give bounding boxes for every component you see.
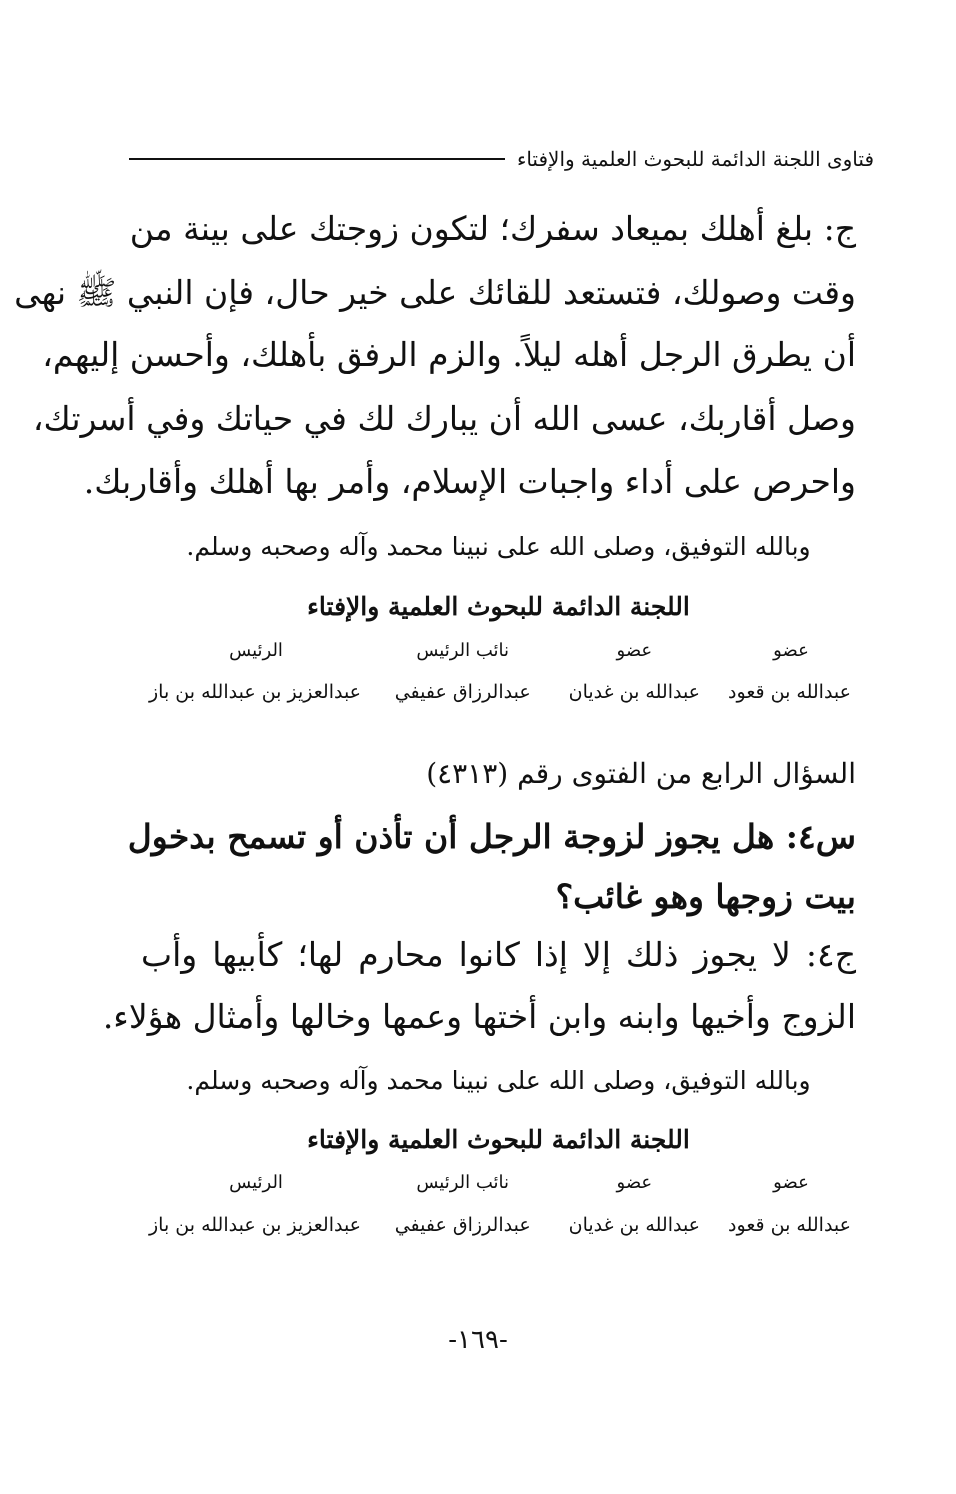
role-member-2: عضو bbox=[616, 1172, 653, 1193]
answer1-line-2: وقت وصولك، فتستعد للقائك على خير حال، فإن النبي ﷺ نهى bbox=[14, 273, 856, 312]
answer1-closing: وبالله التوفيق، وصلى الله على نبينا محمد وآله وصحبه وسلم. bbox=[186, 532, 811, 561]
running-header bbox=[129, 140, 874, 178]
role-member-2: عضو bbox=[616, 640, 653, 661]
question4-line-2: بيت زوجها وهو غائب؟ bbox=[555, 877, 856, 916]
signatory-name-3: عبدالرزاق عفيفي bbox=[394, 1214, 531, 1236]
answer4-line-1: ج٤: لا يجوز ذلك إلا إذا كانوا محارم لها؛ كأبيها وأب bbox=[141, 935, 856, 974]
signatory-name-4: عبدالعزيز بن عبدالله بن باز bbox=[148, 681, 362, 703]
signatory-name-2: عبدالله بن غديان bbox=[568, 681, 701, 703]
signatory-name-1: عبدالله بن قعود bbox=[728, 1214, 851, 1236]
question4-title: السؤال الرابع من الفتوى رقم (٤٣١٣) bbox=[426, 757, 856, 790]
signatory-name-2: عبدالله بن غديان bbox=[568, 1214, 701, 1236]
signatory-name-3: عبدالرزاق عفيفي bbox=[394, 681, 531, 703]
answer1-signature-names bbox=[148, 681, 851, 703]
answer4-line-2: الزوج وأخيها وابنه وابن أختها وعمها وخالها وأمثال هؤلاء. bbox=[102, 997, 856, 1036]
answer4-signature-names bbox=[148, 1214, 851, 1236]
answer1-line-4: وصل أقاربك، عسى الله أن يبارك لك في حياتك وفي أسرتك، bbox=[32, 399, 856, 438]
role-president: الرئيس bbox=[229, 640, 283, 661]
page-number: -١٦٩- bbox=[448, 1325, 508, 1355]
header-rule bbox=[129, 158, 505, 160]
answer4-closing: وبالله التوفيق، وصلى الله على نبينا محمد وآله وصحبه وسلم. bbox=[186, 1066, 811, 1095]
signatory-name-1: عبدالله بن قعود bbox=[728, 681, 851, 703]
role-vice-president: نائب الرئيس bbox=[416, 640, 510, 661]
role-member-1: عضو bbox=[773, 640, 809, 661]
header-title: فتاوى اللجنة الدائمة للبحوث العلمية والإفتاء bbox=[516, 147, 874, 171]
answer1-line-1: ج: بلغ أهلك بميعاد سفرك؛ لتكون زوجتك على بينة من bbox=[129, 209, 856, 248]
answer4-signature-roles bbox=[151, 1172, 851, 1193]
answer1-line-5: واحرص على أداء واجبات الإسلام، وأمر بها أهلك وأقاربك. bbox=[83, 462, 856, 501]
role-vice-president: نائب الرئيس bbox=[416, 1172, 510, 1193]
answer4-committee: اللجنة الدائمة للبحوث العلمية والإفتاء bbox=[307, 1125, 690, 1154]
answer1-line-3: أن يطرق الرجل أهله ليلاً. والزم الرفق بأهلك، وأحسن إليهم، bbox=[42, 335, 856, 374]
answer1-signature-roles bbox=[151, 640, 851, 661]
role-member-1: عضو bbox=[773, 1172, 809, 1193]
role-president: الرئيس bbox=[229, 1172, 283, 1193]
answer1-committee: اللجنة الدائمة للبحوث العلمية والإفتاء bbox=[307, 592, 690, 621]
signatory-name-4: عبدالعزيز بن عبدالله بن باز bbox=[148, 1214, 362, 1236]
question4-line-1: س٤: هل يجوز لزوجة الرجل أن تأذن أو تسمح بدخول bbox=[127, 817, 856, 856]
